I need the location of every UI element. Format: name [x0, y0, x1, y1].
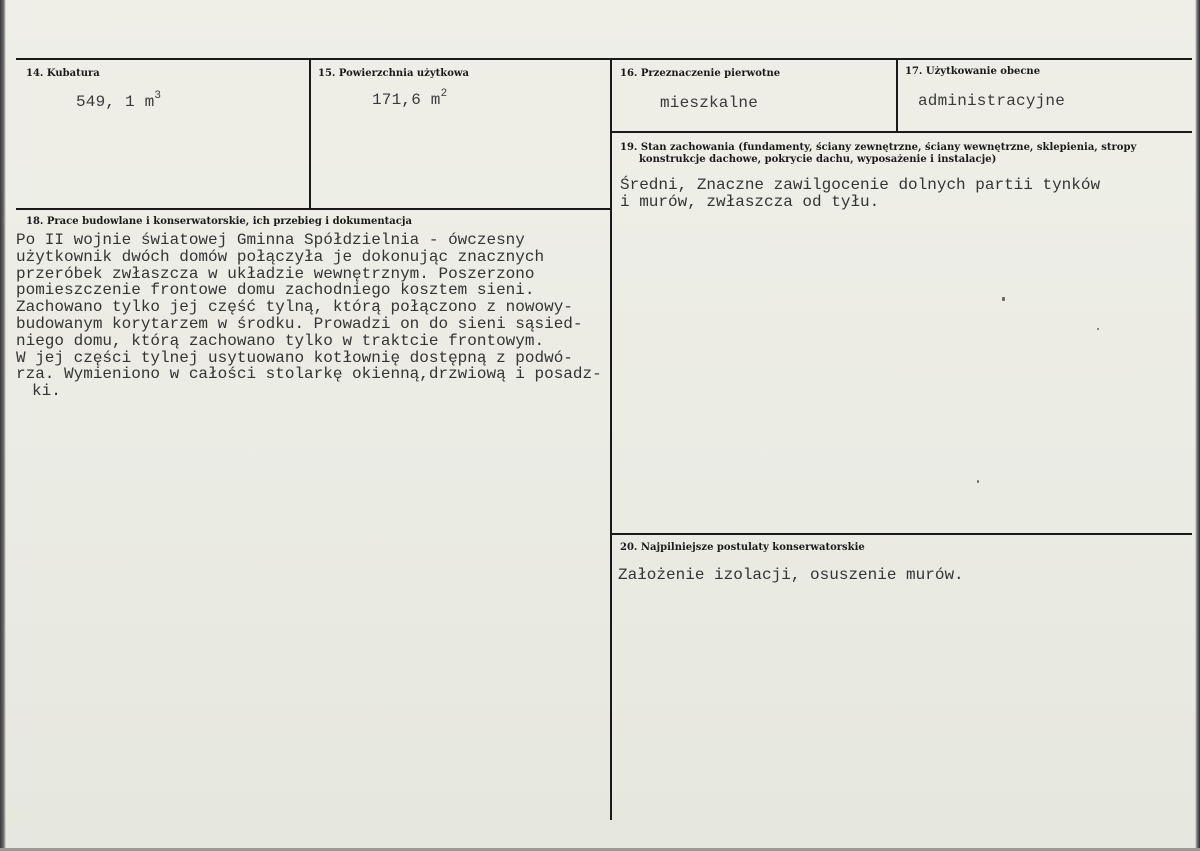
text-line: pomieszczenie frontowe domu zachodniego kosztem sieni.: [16, 281, 535, 300]
text-line: niego domu, którą zachowano tylko w traktcie frontowym.: [16, 331, 545, 350]
text-line: ki.: [32, 382, 61, 401]
field-17-label: 17. Użytkowanie obecne: [905, 66, 1041, 77]
field-14-value: [76, 90, 161, 111]
rule-f19-f20: [612, 533, 1192, 535]
field-19-label-line2: konstrukcje dachowe, pokrycie dachu, wyposażenie i instalacje): [639, 154, 997, 165]
field-20-text: [618, 567, 964, 584]
text-line: Założenie izolacji, osuszenie murów.: [618, 566, 964, 584]
paper-speck: [977, 480, 979, 483]
rule-top: [16, 58, 1192, 60]
rule-v-main: [610, 58, 612, 820]
text-line: użytkownik dwóch domów połączyła je dokonując znacznych: [16, 247, 545, 266]
field-15-value-exponent: 2: [440, 88, 448, 100]
field-16-label: 16. Przeznaczenie pierwotne: [620, 68, 781, 79]
text-line: rza. Wymieniono w całości stolarkę okienną,drzwiową i posadz-: [16, 365, 602, 384]
field-20-label: 20. Najpilniejsze postulaty konserwatorskie: [620, 542, 865, 553]
rule-row1-left: [16, 208, 612, 210]
field-18-label: 18. Prace budowlane i konserwatorskie, ich przebieg i dokumentacja: [26, 216, 412, 227]
field-14-value-exponent: 3: [154, 90, 162, 102]
field-17-value: administracyjne: [918, 92, 1066, 110]
field-14-value-text: 549, 1 m: [76, 93, 155, 111]
field-15-value: [372, 88, 447, 109]
field-16-value: mieszkalne: [660, 94, 759, 112]
paper-speck: [1097, 328, 1099, 330]
field-15-value-text: 171,6 m: [372, 91, 441, 109]
text-line: przeróbek zwłaszcza w układzie wewnętrznym. Poszerzono: [16, 264, 535, 283]
field-18-text: [16, 232, 602, 400]
text-line: budowanym korytarzem w środku. Prowadzi on do sieni sąsied-: [16, 314, 583, 333]
text-line: Średni, Znaczne zawilgocenie dolnych partii tynków: [620, 176, 1101, 194]
scan-edge-left: [0, 0, 6, 851]
text-line: Zachowano tylko jej część tylną, którą połączono z nowowy-: [16, 298, 573, 317]
text-line: i murów, zwłaszcza od tyłu.: [620, 192, 880, 211]
field-15-label: 15. Powierzchnia użytkowa: [318, 68, 469, 79]
paper-speck: [1002, 297, 1005, 301]
field-14-label: 14. Kubatura: [26, 68, 100, 79]
rule-row1-right: [612, 131, 1192, 133]
field-19-text: [620, 177, 1100, 211]
text-line: Po II wojnie światowej Gminna Spółdzielnia - ówczesny: [16, 231, 525, 249]
text-line: W jej części tylnej usytuowano kotłownię dostępną z podwó-: [16, 348, 573, 367]
rule-v-14-15: [309, 58, 311, 209]
scan-edge-right: [1195, 0, 1200, 851]
rule-v-16-17: [896, 58, 898, 132]
field-19-label-line1: 19. Stan zachowania (fundamenty, ściany zewnętrzne, ściany wewnętrzne, sklepienia, stropy: [620, 142, 1137, 153]
